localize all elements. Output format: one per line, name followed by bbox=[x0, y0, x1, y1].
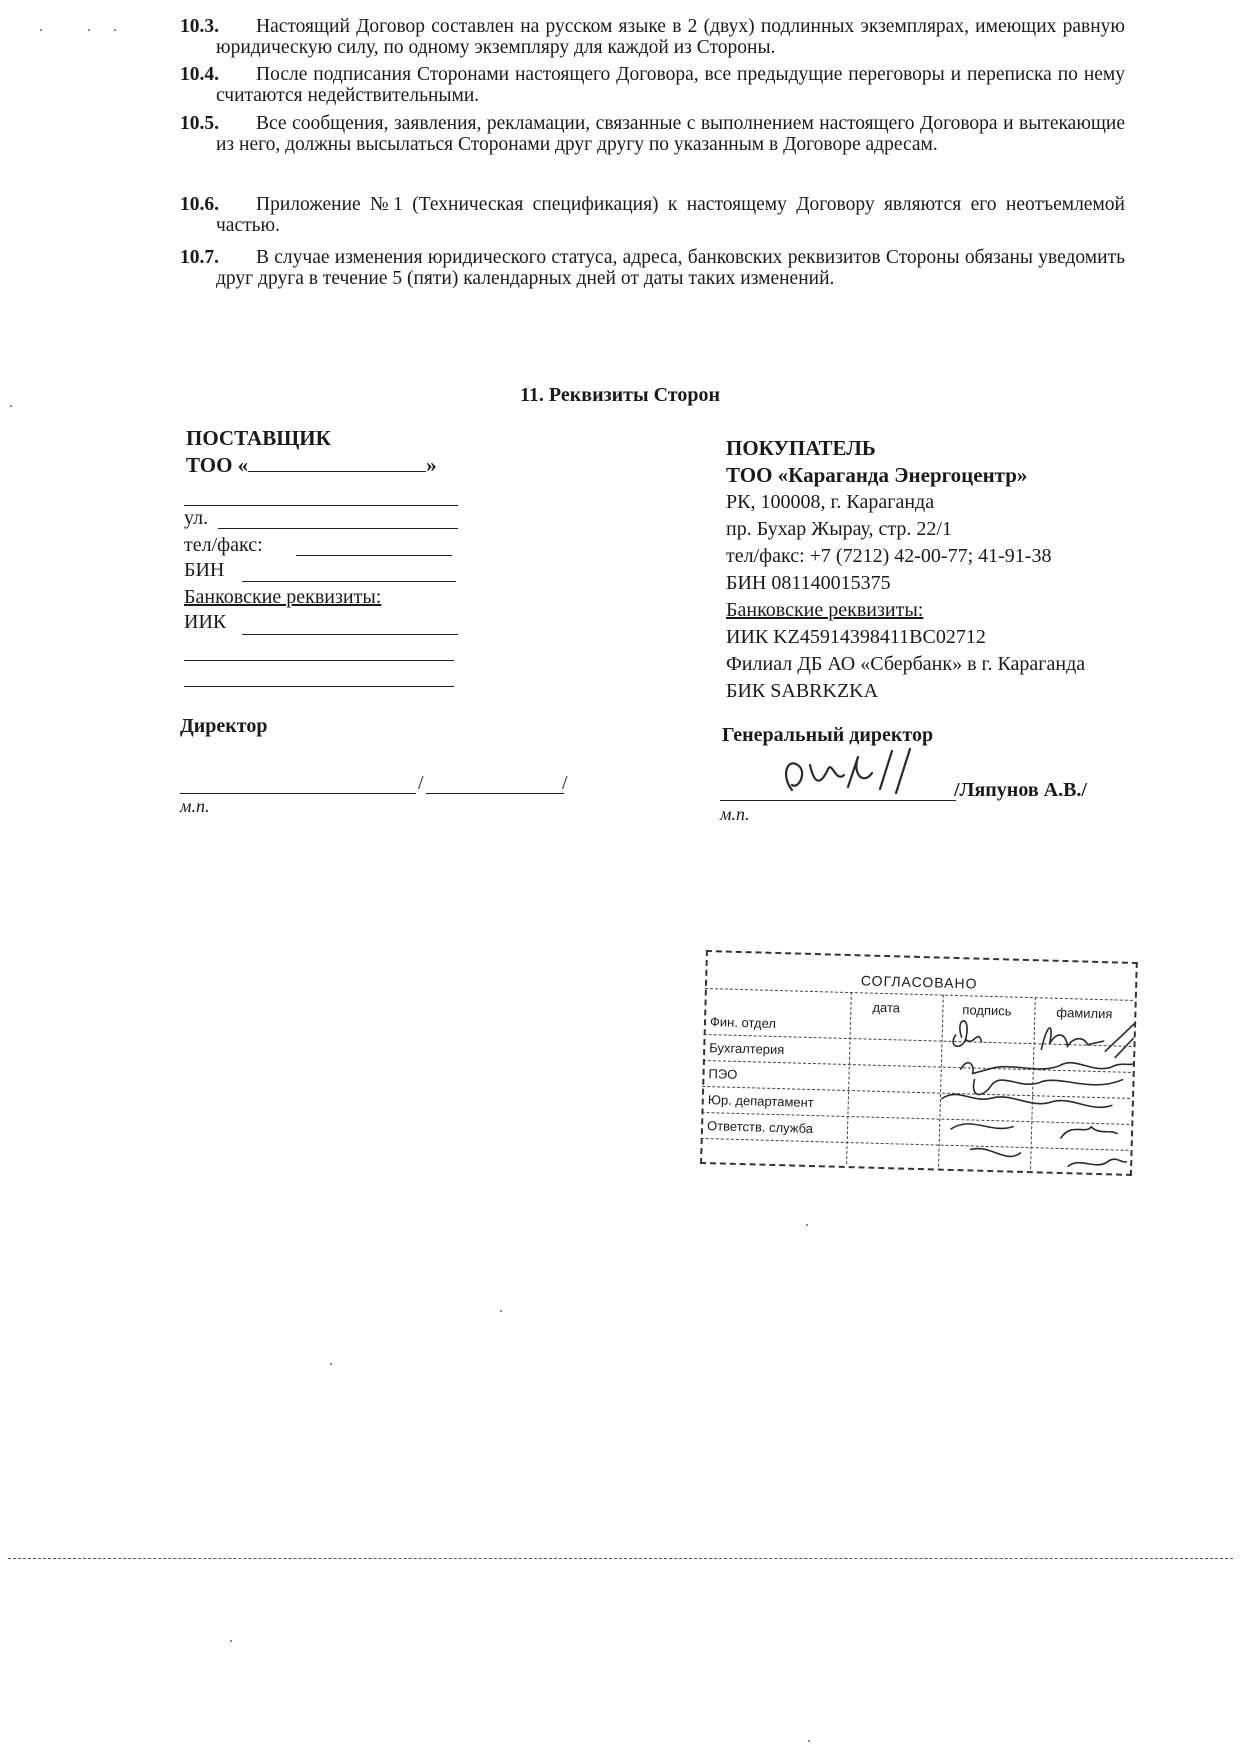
buyer-signer: /Ляпунов А.В./ bbox=[954, 779, 1087, 801]
supplier-name-line bbox=[426, 793, 564, 794]
supplier-org-suffix: » bbox=[426, 453, 437, 477]
supplier-street-label: ул. bbox=[184, 507, 209, 529]
supplier-heading: ПОСТАВЩИК bbox=[186, 426, 331, 450]
clause-10-7 bbox=[180, 247, 1125, 289]
stamp-title: СОГЛАСОВАНО bbox=[860, 972, 978, 992]
supplier-blank-line-2 bbox=[184, 686, 454, 687]
buyer-bik: БИК SABRKZKA bbox=[726, 680, 879, 702]
supplier-bin-line bbox=[242, 581, 456, 582]
buyer-iik: ИИК KZ45914398411BC02712 bbox=[726, 626, 986, 648]
scan-speck bbox=[88, 29, 90, 31]
supplier-street-row bbox=[184, 505, 208, 532]
supplier-sign-sep-2: / bbox=[562, 772, 568, 794]
scan-speck bbox=[330, 1363, 332, 1365]
clause-number: 10.4. bbox=[180, 64, 219, 85]
supplier-block bbox=[186, 425, 486, 479]
buyer-director-label: Генеральный директор bbox=[722, 724, 934, 746]
clause-text: После подписания Сторонами настоящего Договора, все предыдущие переговоры и переписка по нему считаются недействительными. bbox=[216, 64, 1125, 106]
supplier-iik-line bbox=[242, 634, 458, 635]
stamp-col-surname: фамилия bbox=[1056, 1004, 1113, 1022]
clause-10-3 bbox=[180, 16, 1125, 58]
clause-10-5 bbox=[180, 113, 1125, 155]
supplier-bank-label: Банковские реквизиты: bbox=[184, 586, 382, 608]
clause-text: Приложение №1 (Техническая спецификация) к настоящему Договору являются его неотъемлемой частью. bbox=[216, 194, 1125, 236]
scan-speck bbox=[808, 1740, 810, 1742]
scan-speck bbox=[230, 1640, 232, 1642]
supplier-org-prefix: ТОО « bbox=[186, 453, 249, 477]
supplier-bin-row bbox=[184, 557, 224, 584]
page-bottom-rule bbox=[8, 1558, 1233, 1559]
buyer-org: ТОО «Караганда Энергоцентр» bbox=[726, 463, 1028, 487]
stamp-col-signature: подпись bbox=[962, 1002, 1012, 1019]
clause-number: 10.6. bbox=[180, 194, 219, 215]
buyer-bin: БИН 081140015375 bbox=[726, 572, 891, 594]
supplier-street-line bbox=[218, 528, 458, 529]
stamp-col-date: дата bbox=[872, 999, 901, 1016]
supplier-sign-sep-1: / bbox=[418, 772, 424, 794]
supplier-director-label: Директор bbox=[180, 715, 268, 737]
stamp-signatures bbox=[840, 1004, 1135, 1187]
supplier-iik-label: ИИК bbox=[184, 611, 227, 633]
buyer-address-2: пр. Бухар Жырау, стр. 22/1 bbox=[726, 518, 952, 540]
scan-speck bbox=[500, 1310, 502, 1312]
buyer-phone: тел/факс: +7 (7212) 42-00-77; 41-91-38 bbox=[726, 545, 1052, 567]
buyer-signature-line bbox=[720, 800, 956, 801]
buyer-signature bbox=[740, 745, 940, 805]
supplier-seal-place: м.п. bbox=[180, 796, 210, 816]
clause-10-6 bbox=[180, 194, 1125, 236]
supplier-phone-label: тел/факс: bbox=[184, 534, 263, 556]
clause-text: Настоящий Договор составлен на русском языке в 2 (двух) подлинных экземплярах, имеющих равную юридическую силу, по одному экземпляру для каждой из Стороны. bbox=[216, 16, 1125, 58]
scan-speck bbox=[40, 29, 42, 31]
buyer-branch: Филиал ДБ АО «Сбербанк» в г. Караганда bbox=[726, 653, 1086, 675]
supplier-bin-label: БИН bbox=[184, 559, 225, 581]
stamp-row-label: Бухгалтерия bbox=[709, 1040, 785, 1058]
stamp-row-label: ПЭО bbox=[708, 1066, 738, 1082]
clause-10-4 bbox=[180, 64, 1125, 106]
buyer-bank-label: Банковские реквизиты: bbox=[726, 599, 924, 621]
buyer-address-1: РК, 100008, г. Караганда bbox=[726, 491, 935, 513]
supplier-signature-line bbox=[180, 793, 416, 794]
scan-speck bbox=[114, 29, 116, 31]
clause-number: 10.5. bbox=[180, 113, 219, 134]
supplier-blank-line-1 bbox=[184, 660, 454, 661]
clause-text: В случае изменения юридического статуса, адреса, банковских реквизитов Стороны обязаны уведомить друг друга в течение 5 (пяти) календарных дней от даты таких изменений. bbox=[216, 247, 1125, 289]
supplier-phone-row bbox=[184, 532, 263, 559]
stamp-row-label: Фин. отдел bbox=[709, 1014, 777, 1031]
clause-text: Все сообщения, заявления, рекламации, связанные с выполнением настоящего Договора и вытекающие из него, должны высылаться Сторонами друг другу по указанным в Договоре адресам. bbox=[216, 113, 1125, 155]
buyer-seal-place: м.п. bbox=[720, 804, 750, 824]
scan-speck bbox=[806, 1224, 808, 1226]
buyer-block bbox=[726, 435, 1146, 705]
clause-number: 10.7. bbox=[180, 247, 219, 268]
supplier-org-blank bbox=[248, 453, 426, 472]
supplier-phone-line bbox=[296, 555, 452, 556]
stamp-row-label: Ответств. служба bbox=[706, 1118, 814, 1137]
supplier-iik-row bbox=[184, 609, 226, 636]
supplier-org-line bbox=[184, 505, 458, 506]
supplier-org bbox=[186, 452, 486, 479]
stamp-row-label: Юр. департамент bbox=[707, 1092, 814, 1111]
approval-stamp bbox=[700, 950, 1140, 1192]
clause-number: 10.3. bbox=[180, 16, 219, 37]
buyer-heading: ПОКУПАТЕЛЬ bbox=[726, 436, 876, 460]
section-title: 11. Реквизиты Сторон bbox=[520, 384, 720, 406]
